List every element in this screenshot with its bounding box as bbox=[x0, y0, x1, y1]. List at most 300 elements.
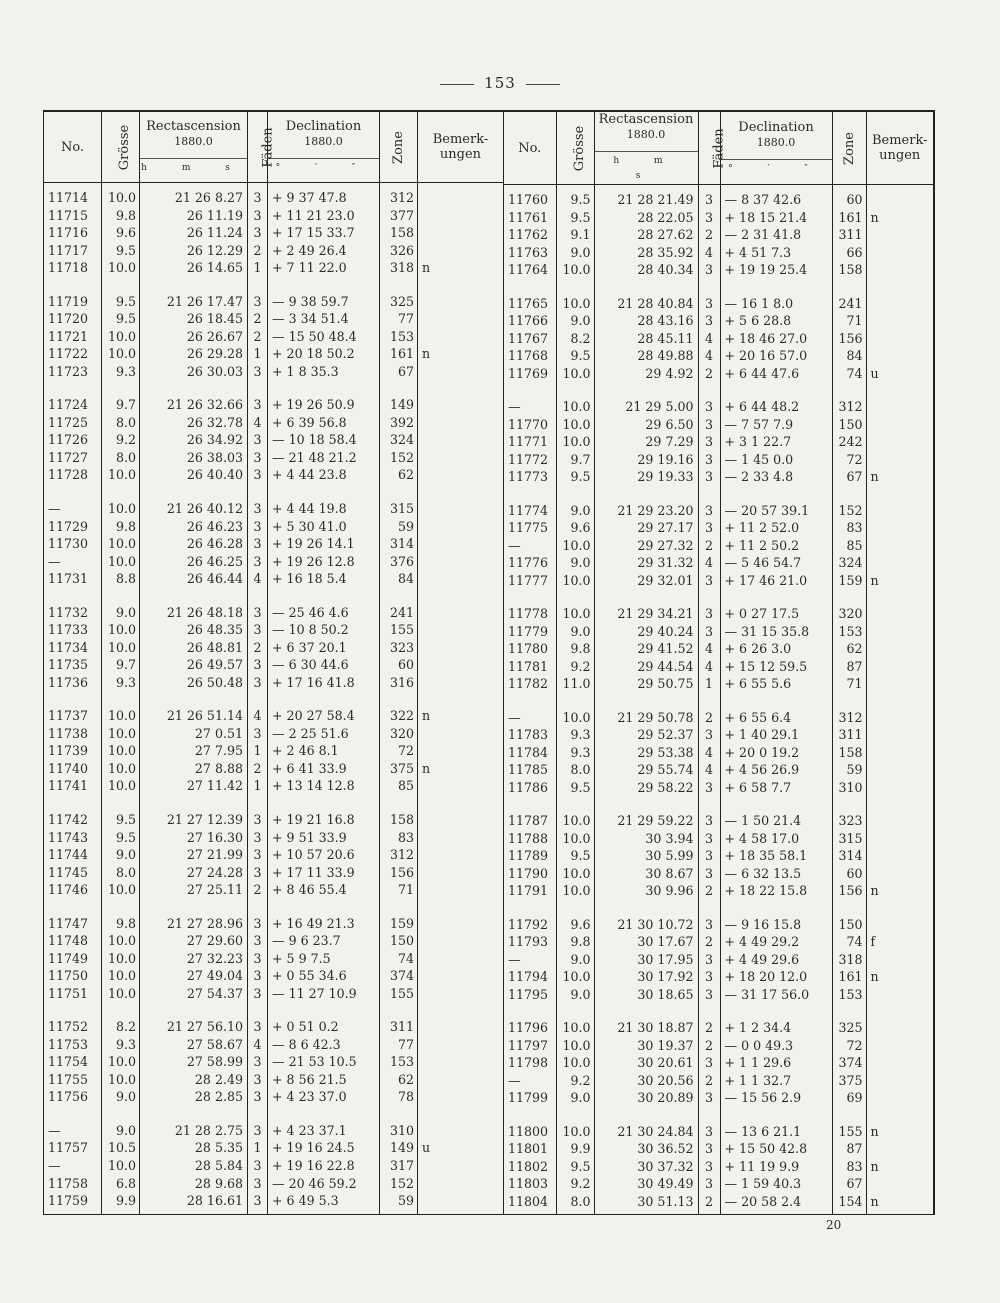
magnitude: 10.0 bbox=[102, 760, 140, 778]
right-ascension: 27 58.67 bbox=[140, 1036, 248, 1054]
declination: + 6 55 5.6 bbox=[720, 675, 832, 693]
magnitude: 10.0 bbox=[556, 1037, 594, 1055]
declination: — 1 45 0.0 bbox=[720, 451, 832, 469]
remark bbox=[418, 310, 504, 328]
magnitude: 10.0 bbox=[102, 932, 140, 950]
declination: — 10 8 50.2 bbox=[268, 621, 380, 639]
zone: 315 bbox=[832, 830, 866, 848]
threads: 3 bbox=[248, 1175, 268, 1193]
star-number: 11737 bbox=[44, 707, 102, 725]
magnitude: 9.5 bbox=[556, 347, 594, 365]
magnitude: 9.8 bbox=[102, 518, 140, 536]
declination: + 18 46 27.0 bbox=[720, 330, 832, 348]
right-ascension: 28 5.35 bbox=[140, 1139, 248, 1157]
table-row bbox=[504, 1123, 934, 1141]
declination: — 2 25 51.6 bbox=[268, 725, 380, 743]
right-ascension: 21 30 10.72 bbox=[594, 916, 698, 934]
star-number: 11727 bbox=[44, 449, 102, 467]
declination: + 5 9 7.5 bbox=[268, 950, 380, 968]
group-spacer bbox=[44, 277, 504, 293]
magnitude: 10.0 bbox=[556, 398, 594, 416]
remark bbox=[866, 244, 934, 262]
right-ascension: 26 46.28 bbox=[140, 535, 248, 553]
table-row bbox=[504, 347, 934, 365]
zone: 153 bbox=[832, 986, 866, 1004]
magnitude: 9.6 bbox=[556, 519, 594, 537]
right-ascension: 28 49.88 bbox=[594, 347, 698, 365]
declination: + 5 6 28.8 bbox=[720, 312, 832, 330]
table-row bbox=[44, 242, 504, 260]
declination: + 18 20 12.0 bbox=[720, 968, 832, 986]
right-ascension: 29 52.37 bbox=[594, 726, 698, 744]
magnitude: 10.0 bbox=[556, 1123, 594, 1141]
declination: + 17 46 21.0 bbox=[720, 572, 832, 590]
right-ascension: 21 29 23.20 bbox=[594, 502, 698, 520]
table-row bbox=[44, 466, 504, 484]
declination: — 2 33 4.8 bbox=[720, 468, 832, 486]
declination: + 4 44 19.8 bbox=[268, 500, 380, 518]
star-number: 11784 bbox=[504, 744, 556, 762]
right-ascension: 21 26 17.47 bbox=[140, 293, 248, 311]
star-number: 11741 bbox=[44, 777, 102, 795]
threads: 3 bbox=[248, 1157, 268, 1175]
threads: 3 bbox=[248, 449, 268, 467]
declination: + 6 44 48.2 bbox=[720, 398, 832, 416]
star-number: 11723 bbox=[44, 363, 102, 381]
right-ascension: 21 26 40.12 bbox=[140, 500, 248, 518]
star-number: 11796 bbox=[504, 1019, 556, 1037]
table-row bbox=[44, 518, 504, 536]
magnitude: 10.0 bbox=[102, 707, 140, 725]
magnitude: 9.3 bbox=[102, 363, 140, 381]
threads: 4 bbox=[698, 744, 720, 762]
magnitude: 11.0 bbox=[556, 675, 594, 693]
table-row bbox=[504, 986, 934, 1004]
table-row bbox=[504, 572, 934, 590]
magnitude: 9.5 bbox=[556, 1158, 594, 1176]
declination: + 17 16 41.8 bbox=[268, 674, 380, 692]
magnitude: 10.0 bbox=[102, 985, 140, 1003]
table-row bbox=[44, 915, 504, 933]
star-number: 11719 bbox=[44, 293, 102, 311]
magnitude: 9.7 bbox=[102, 396, 140, 414]
header-bemerkungen: Bemerk-ungen bbox=[418, 111, 504, 183]
table-row bbox=[44, 1036, 504, 1054]
table-row bbox=[44, 881, 504, 899]
zone: 67 bbox=[832, 1175, 866, 1193]
table-row bbox=[504, 537, 934, 555]
threads: 4 bbox=[698, 554, 720, 572]
magnitude: 9.8 bbox=[102, 207, 140, 225]
remark bbox=[418, 846, 504, 864]
right-ascension: 21 26 51.14 bbox=[140, 707, 248, 725]
threads: 3 bbox=[698, 847, 720, 865]
declination: + 6 55 6.4 bbox=[720, 709, 832, 727]
star-number: 11770 bbox=[504, 416, 556, 434]
declination: + 11 19 9.9 bbox=[720, 1158, 832, 1176]
group-spacer bbox=[44, 1106, 504, 1122]
threads: 3 bbox=[248, 553, 268, 571]
declination: + 15 12 59.5 bbox=[720, 658, 832, 676]
table-row bbox=[44, 310, 504, 328]
remark bbox=[866, 554, 934, 572]
declination: + 18 15 21.4 bbox=[720, 209, 832, 227]
table-row bbox=[504, 312, 934, 330]
declination: — 8 37 42.6 bbox=[720, 185, 832, 209]
star-number: 11779 bbox=[504, 623, 556, 641]
declination: + 6 37 20.1 bbox=[268, 639, 380, 657]
right-ascension: 26 40.40 bbox=[140, 466, 248, 484]
table-row bbox=[44, 760, 504, 778]
remark bbox=[418, 500, 504, 518]
magnitude: 8.0 bbox=[102, 864, 140, 882]
magnitude: 10.0 bbox=[102, 881, 140, 899]
right-ascension: 30 17.92 bbox=[594, 968, 698, 986]
magnitude: 10.0 bbox=[556, 968, 594, 986]
right-ascension: 21 30 24.84 bbox=[594, 1123, 698, 1141]
declination: + 3 1 22.7 bbox=[720, 433, 832, 451]
table-row bbox=[504, 1054, 934, 1072]
threads: 3 bbox=[248, 985, 268, 1003]
star-number: 11795 bbox=[504, 986, 556, 1004]
threads: 3 bbox=[698, 605, 720, 623]
star-number: 11728 bbox=[44, 466, 102, 484]
group-spacer bbox=[44, 691, 504, 707]
magnitude: 10.0 bbox=[102, 466, 140, 484]
zone: 375 bbox=[380, 760, 418, 778]
remark bbox=[866, 830, 934, 848]
magnitude: 9.6 bbox=[556, 916, 594, 934]
threads: 3 bbox=[248, 1018, 268, 1036]
star-number: 11750 bbox=[44, 967, 102, 985]
right-ascension: 29 7.29 bbox=[594, 433, 698, 451]
table-row bbox=[44, 639, 504, 657]
remark bbox=[418, 242, 504, 260]
threads: 3 bbox=[248, 224, 268, 242]
star-number: 11778 bbox=[504, 605, 556, 623]
threads: 3 bbox=[248, 1088, 268, 1106]
magnitude: 10.0 bbox=[556, 1054, 594, 1072]
declination: + 1 8 35.3 bbox=[268, 363, 380, 381]
declination: — 20 46 59.2 bbox=[268, 1175, 380, 1193]
declination: — 15 50 48.4 bbox=[268, 328, 380, 346]
zone: 318 bbox=[380, 259, 418, 277]
threads: 2 bbox=[248, 639, 268, 657]
threads: 3 bbox=[248, 518, 268, 536]
magnitude: 9.0 bbox=[102, 846, 140, 864]
magnitude: 9.0 bbox=[556, 554, 594, 572]
remark bbox=[418, 1122, 504, 1140]
right-ascension: 27 49.04 bbox=[140, 967, 248, 985]
zone: 310 bbox=[832, 779, 866, 797]
right-ascension: 26 30.03 bbox=[140, 363, 248, 381]
right-ascension: 26 48.81 bbox=[140, 639, 248, 657]
declination: — 20 58 2.4 bbox=[720, 1193, 832, 1211]
remark bbox=[866, 623, 934, 641]
table-row bbox=[44, 1071, 504, 1089]
threads: 2 bbox=[248, 242, 268, 260]
remark: n bbox=[866, 1158, 934, 1176]
magnitude: 9.5 bbox=[102, 242, 140, 260]
threads: 3 bbox=[248, 674, 268, 692]
zone: 77 bbox=[380, 310, 418, 328]
declination: + 1 2 34.4 bbox=[720, 1019, 832, 1037]
table-row bbox=[44, 207, 504, 225]
star-number: 11801 bbox=[504, 1140, 556, 1158]
table-row bbox=[44, 656, 504, 674]
star-number: — bbox=[44, 1122, 102, 1140]
threads: 3 bbox=[248, 363, 268, 381]
remark bbox=[866, 185, 934, 209]
remark bbox=[418, 553, 504, 571]
zone: 323 bbox=[380, 639, 418, 657]
zone: 60 bbox=[832, 865, 866, 883]
table-row bbox=[44, 967, 504, 985]
threads: 1 bbox=[248, 777, 268, 795]
declination: + 17 15 33.7 bbox=[268, 224, 380, 242]
right-ascension: 28 16.61 bbox=[140, 1192, 248, 1210]
table-row bbox=[504, 709, 934, 727]
zone: 71 bbox=[832, 675, 866, 693]
zone: 87 bbox=[832, 1140, 866, 1158]
magnitude: 10.0 bbox=[556, 812, 594, 830]
zone: 377 bbox=[380, 207, 418, 225]
table-row bbox=[44, 224, 504, 242]
footer-signature: 20 bbox=[826, 1218, 842, 1232]
magnitude: 10.0 bbox=[102, 259, 140, 277]
table-row bbox=[44, 1018, 504, 1036]
magnitude: 10.0 bbox=[102, 1071, 140, 1089]
declination: + 9 51 33.9 bbox=[268, 828, 380, 846]
star-number: 11720 bbox=[44, 310, 102, 328]
right-ascension: 21 26 8.27 bbox=[140, 183, 248, 207]
right-ascension: 30 20.89 bbox=[594, 1089, 698, 1107]
zone: 59 bbox=[380, 1192, 418, 1210]
star-number: 11747 bbox=[44, 915, 102, 933]
group-spacer bbox=[44, 588, 504, 604]
threads: 3 bbox=[248, 466, 268, 484]
right-ascension: 27 21.99 bbox=[140, 846, 248, 864]
table-row bbox=[44, 328, 504, 346]
threads: 1 bbox=[248, 742, 268, 760]
declination: + 11 2 52.0 bbox=[720, 519, 832, 537]
group-spacer bbox=[504, 900, 934, 916]
threads: 4 bbox=[248, 414, 268, 432]
threads: 3 bbox=[248, 915, 268, 933]
right-ascension: 21 27 28.96 bbox=[140, 915, 248, 933]
star-number: 11789 bbox=[504, 847, 556, 865]
magnitude: 9.3 bbox=[102, 674, 140, 692]
right-ascension: 28 22.05 bbox=[594, 209, 698, 227]
remark bbox=[418, 932, 504, 950]
zone: 161 bbox=[832, 968, 866, 986]
threads: 3 bbox=[698, 986, 720, 1004]
star-number: 11755 bbox=[44, 1071, 102, 1089]
right-ascension: 21 26 48.18 bbox=[140, 604, 248, 622]
star-number: 11732 bbox=[44, 604, 102, 622]
declination: + 19 21 16.8 bbox=[268, 811, 380, 829]
table-row bbox=[504, 519, 934, 537]
threads: 3 bbox=[248, 293, 268, 311]
star-number: 11746 bbox=[44, 881, 102, 899]
table-row bbox=[504, 330, 934, 348]
table-row bbox=[44, 1122, 504, 1140]
table-row bbox=[44, 500, 504, 518]
right-ascension: 27 25.11 bbox=[140, 881, 248, 899]
star-number: 11726 bbox=[44, 431, 102, 449]
right-ascension: 28 43.16 bbox=[594, 312, 698, 330]
table-header bbox=[504, 111, 934, 185]
star-number: 11739 bbox=[44, 742, 102, 760]
right-ascension: 21 28 2.75 bbox=[140, 1122, 248, 1140]
zone: 152 bbox=[380, 1175, 418, 1193]
table-row bbox=[44, 811, 504, 829]
header-faeden: Fäden bbox=[248, 111, 268, 183]
threads: 3 bbox=[248, 207, 268, 225]
remark bbox=[418, 207, 504, 225]
table-row bbox=[44, 777, 504, 795]
remark bbox=[866, 675, 934, 693]
right-ascension: 21 28 21.49 bbox=[594, 185, 698, 209]
zone: 62 bbox=[380, 1071, 418, 1089]
magnitude: 10.0 bbox=[102, 950, 140, 968]
declination: — 16 1 8.0 bbox=[720, 295, 832, 313]
star-number: 11788 bbox=[504, 830, 556, 848]
magnitude: 9.0 bbox=[556, 502, 594, 520]
threads: 3 bbox=[248, 396, 268, 414]
threads: 3 bbox=[248, 828, 268, 846]
remark bbox=[418, 742, 504, 760]
magnitude: 10.0 bbox=[102, 1053, 140, 1071]
table-row bbox=[504, 658, 934, 676]
declination: + 6 39 56.8 bbox=[268, 414, 380, 432]
remark: u bbox=[418, 1139, 504, 1157]
star-number: 11729 bbox=[44, 518, 102, 536]
declination: + 5 30 41.0 bbox=[268, 518, 380, 536]
table-row bbox=[504, 761, 934, 779]
threads: 2 bbox=[698, 1193, 720, 1211]
threads: 3 bbox=[248, 1122, 268, 1140]
declination: + 2 46 8.1 bbox=[268, 742, 380, 760]
star-number: 11756 bbox=[44, 1088, 102, 1106]
table-row bbox=[44, 431, 504, 449]
declination: + 1 1 29.6 bbox=[720, 1054, 832, 1072]
star-number: 11738 bbox=[44, 725, 102, 743]
threads: 3 bbox=[698, 433, 720, 451]
table-row bbox=[504, 261, 934, 279]
declination: + 13 14 12.8 bbox=[268, 777, 380, 795]
declination: — 1 50 21.4 bbox=[720, 812, 832, 830]
table-row bbox=[44, 363, 504, 381]
magnitude: 8.0 bbox=[102, 414, 140, 432]
declination: — 6 32 13.5 bbox=[720, 865, 832, 883]
table-row bbox=[44, 570, 504, 588]
threads: 3 bbox=[248, 431, 268, 449]
zone: 60 bbox=[380, 656, 418, 674]
declination: — 8 6 42.3 bbox=[268, 1036, 380, 1054]
table-row bbox=[44, 345, 504, 363]
header-zone: Zone bbox=[380, 111, 418, 183]
zone: 71 bbox=[832, 312, 866, 330]
threads: 3 bbox=[698, 398, 720, 416]
zone: 85 bbox=[832, 537, 866, 555]
table-row bbox=[504, 1037, 934, 1055]
declination: + 16 18 5.4 bbox=[268, 570, 380, 588]
star-number: — bbox=[504, 398, 556, 416]
table-row bbox=[504, 847, 934, 865]
zone: 317 bbox=[380, 1157, 418, 1175]
remark bbox=[418, 967, 504, 985]
threads: 2 bbox=[698, 537, 720, 555]
threads: 3 bbox=[248, 535, 268, 553]
right-ascension: 30 51.13 bbox=[594, 1193, 698, 1211]
declination: + 4 44 23.8 bbox=[268, 466, 380, 484]
magnitude: 8.0 bbox=[556, 1193, 594, 1211]
right-ascension: 21 26 32.66 bbox=[140, 396, 248, 414]
star-number: 11730 bbox=[44, 535, 102, 553]
right-ascension: 26 26.67 bbox=[140, 328, 248, 346]
declination: — 13 6 21.1 bbox=[720, 1123, 832, 1141]
remark: n bbox=[866, 968, 934, 986]
remark bbox=[418, 183, 504, 207]
zone: 376 bbox=[380, 553, 418, 571]
table-row bbox=[504, 933, 934, 951]
table-row bbox=[44, 553, 504, 571]
table-row bbox=[504, 1072, 934, 1090]
magnitude: 9.0 bbox=[102, 604, 140, 622]
declination: — 10 18 58.4 bbox=[268, 431, 380, 449]
threads: 3 bbox=[698, 1123, 720, 1141]
table-row bbox=[504, 398, 934, 416]
threads: 3 bbox=[248, 656, 268, 674]
table-row bbox=[504, 916, 934, 934]
threads: 2 bbox=[698, 226, 720, 244]
table-row bbox=[504, 365, 934, 383]
zone: 150 bbox=[380, 932, 418, 950]
star-number: 11804 bbox=[504, 1193, 556, 1211]
right-ascension: 27 11.42 bbox=[140, 777, 248, 795]
star-number: 11718 bbox=[44, 259, 102, 277]
star-number: 11715 bbox=[44, 207, 102, 225]
table-row bbox=[44, 725, 504, 743]
star-number: 11785 bbox=[504, 761, 556, 779]
header-zone: Zone bbox=[832, 111, 866, 185]
table-row bbox=[44, 535, 504, 553]
remark bbox=[866, 986, 934, 1004]
right-ascension: 26 14.65 bbox=[140, 259, 248, 277]
table-row bbox=[44, 1175, 504, 1193]
right-ascension: 26 29.28 bbox=[140, 345, 248, 363]
catalogue-table-right bbox=[504, 110, 935, 1215]
zone: 74 bbox=[380, 950, 418, 968]
star-number: 11769 bbox=[504, 365, 556, 383]
threads: 2 bbox=[698, 365, 720, 383]
zone: 375 bbox=[832, 1072, 866, 1090]
threads: 3 bbox=[248, 500, 268, 518]
remark bbox=[866, 779, 934, 797]
magnitude: 9.8 bbox=[556, 640, 594, 658]
zone: 159 bbox=[832, 572, 866, 590]
table-row bbox=[504, 812, 934, 830]
table-row bbox=[504, 726, 934, 744]
declination: + 19 26 50.9 bbox=[268, 396, 380, 414]
right-ascension: 30 8.67 bbox=[594, 865, 698, 883]
group-spacer bbox=[44, 1002, 504, 1018]
declination: + 4 49 29.6 bbox=[720, 951, 832, 969]
right-ascension: 27 29.60 bbox=[140, 932, 248, 950]
table-row bbox=[44, 293, 504, 311]
declination: + 4 23 37.0 bbox=[268, 1088, 380, 1106]
